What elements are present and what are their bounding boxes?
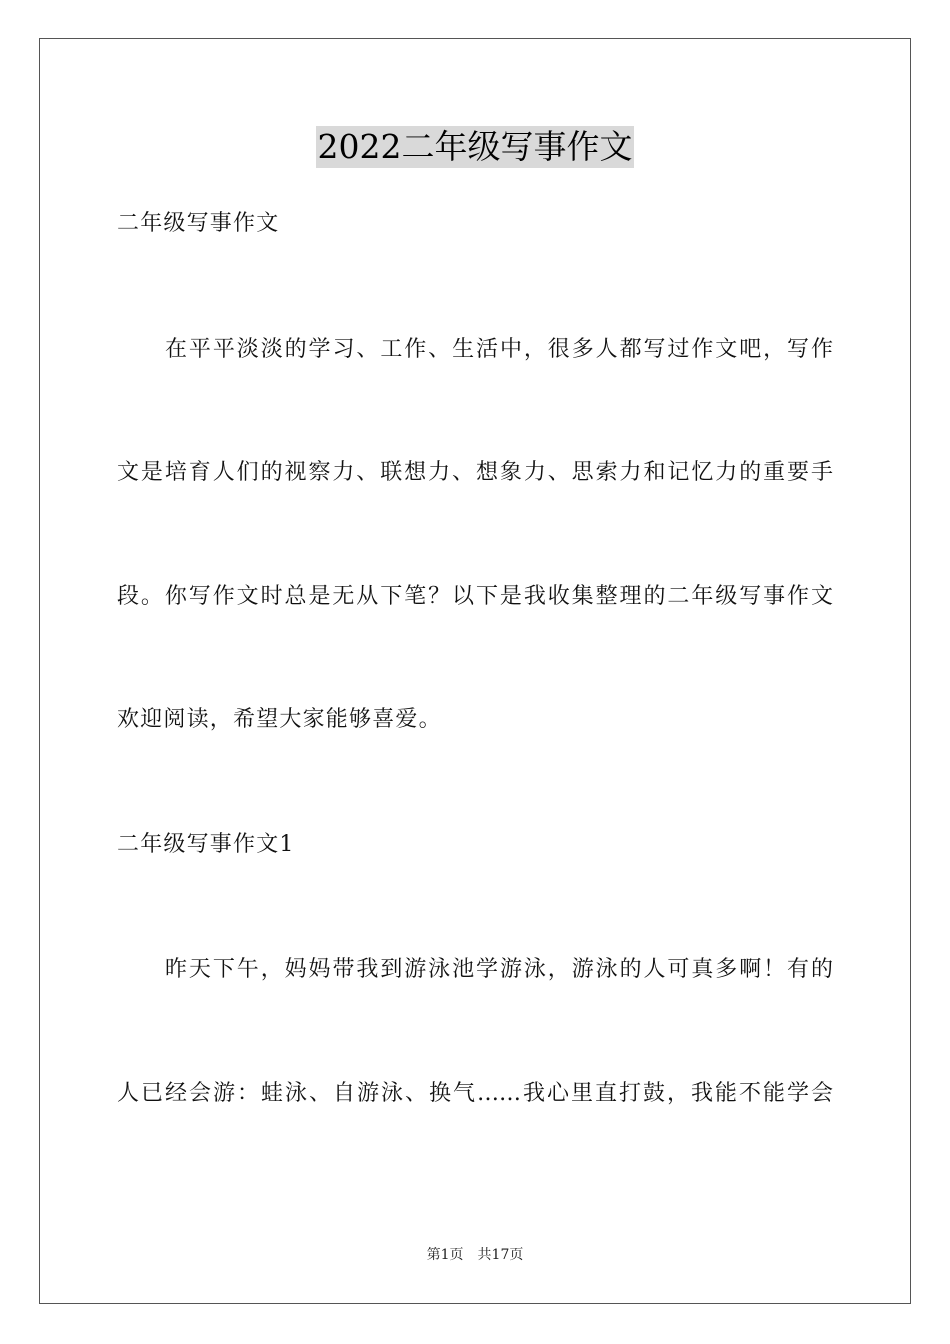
intro-line-2: 文是培育人们的视察力、联想力、想象力、思索力和记忆力的重要手 (117, 460, 833, 485)
title-container (0, 126, 950, 168)
intro-line-3: 段。你写作文时总是无从下笔？以下是我收集整理的二年级写事作文 (117, 584, 833, 609)
page-total: 共17页 (477, 1247, 524, 1263)
page-number: 第1页 (426, 1247, 464, 1263)
intro-line-4: 欢迎阅读，希望大家能够喜爱。 (117, 707, 442, 732)
document-title: 2022二年级写事作文 (317, 127, 633, 166)
page-footer (0, 1246, 950, 1264)
intro-line-1: 在平平淡淡的学习、工作、生活中，很多人都写过作文吧，写作 (165, 337, 833, 362)
document-heading: 二年级写事作文 (117, 211, 280, 236)
section-line-2: 人已经会游：蛙泳、自游泳、换气……我心里直打鼓，我能不能学会 (117, 1081, 833, 1106)
section-line-1: 昨天下午，妈妈带我到游泳池学游泳，游泳的人可真多啊！有的 (165, 957, 833, 982)
section-heading: 二年级写事作文1 (117, 832, 295, 857)
